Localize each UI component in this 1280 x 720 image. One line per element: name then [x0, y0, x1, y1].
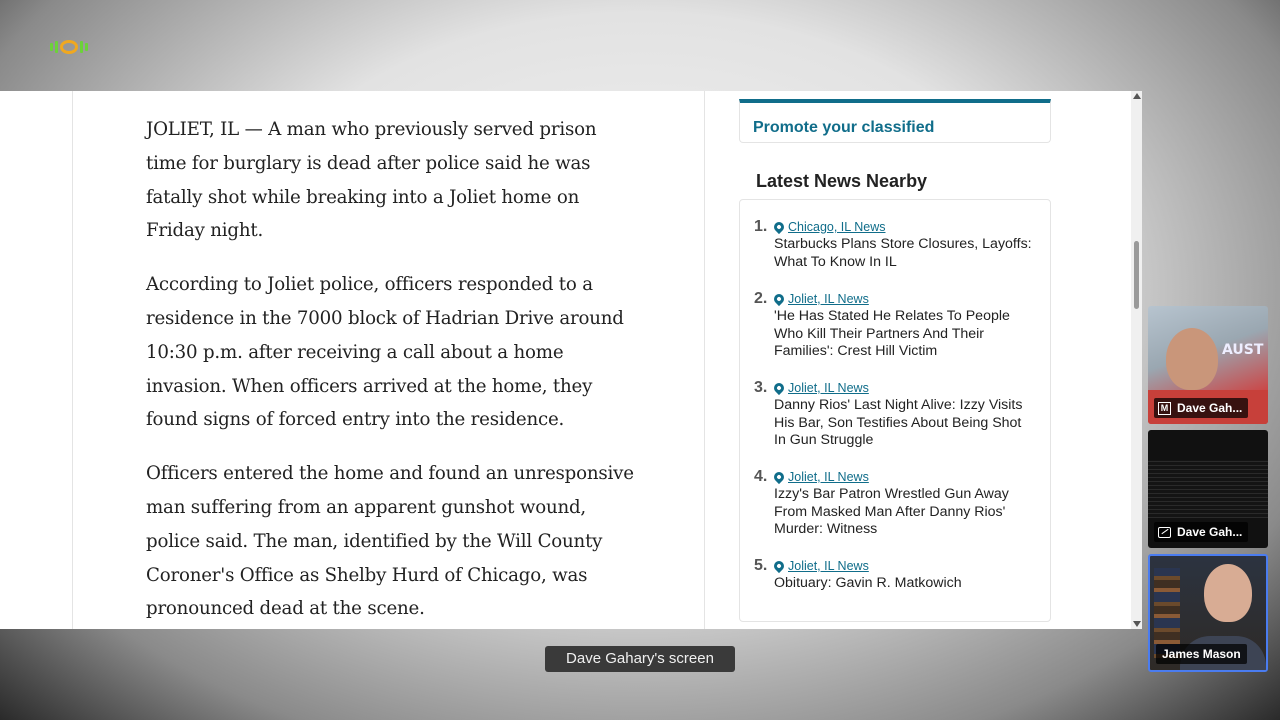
participant-name-tag	[1156, 644, 1247, 664]
page-scrollbar[interactable]	[1131, 91, 1142, 629]
logo-bar	[85, 43, 88, 51]
promote-classified-link[interactable]: Promote your classified	[753, 119, 935, 136]
location-pin-icon	[772, 220, 786, 234]
news-location-link[interactable]: Joliet, IL News	[788, 381, 869, 395]
latest-news-title: Latest News Nearby	[756, 171, 928, 191]
article-body	[146, 113, 636, 629]
article-paragraph: JOLIET, IL — A man who previously served prison time for burglary is dead after police said he was fatally shot while breaking into a Joliet home on Friday night.	[146, 119, 597, 242]
promote-box	[739, 99, 1051, 143]
meeting-host-icon: M	[1158, 402, 1171, 415]
news-location[interactable]	[774, 470, 869, 484]
participant-tile-active-speaker[interactable]	[1148, 554, 1268, 672]
article-paragraph: Officers entered the home and found an unresponsive man suffering from an apparent gunshot wound, police said. The man, identified by the Will County Coroner's Office as Shelby Hurd of Chicago, was pronounced dead at the scene.	[146, 463, 634, 620]
latest-news-list	[739, 199, 1051, 622]
logo-ring-icon	[60, 40, 78, 54]
news-location[interactable]	[774, 220, 886, 234]
logo-bar	[80, 41, 83, 53]
news-location-link[interactable]: Joliet, IL News	[788, 470, 869, 484]
participant-video	[1204, 564, 1252, 622]
participant-video	[1166, 328, 1218, 390]
news-location[interactable]	[774, 559, 869, 573]
location-pin-icon	[772, 292, 786, 306]
article-column	[72, 91, 705, 629]
scroll-thumb[interactable]	[1134, 241, 1139, 309]
news-number: 5.	[754, 557, 768, 574]
logo-bar	[50, 43, 53, 51]
news-number: 1.	[754, 218, 768, 235]
news-location-link[interactable]: Chicago, IL News	[788, 220, 886, 234]
news-number: 2.	[754, 290, 768, 307]
participant-tile[interactable]	[1148, 306, 1268, 424]
location-pin-icon	[772, 470, 786, 484]
news-location[interactable]	[774, 292, 869, 306]
news-headline[interactable]: 'He Has Stated He Relates To People Who Kill Their Partners And Their Families': Crest Hill Victim	[774, 308, 1010, 359]
news-number: 4.	[754, 468, 768, 485]
participant-name: Dave Gah...	[1177, 401, 1243, 415]
participant-name: Dave Gah...	[1177, 525, 1243, 539]
news-number: 3.	[754, 379, 768, 396]
logo-bar	[55, 41, 58, 53]
shared-screen	[0, 91, 1142, 629]
news-headline[interactable]: Danny Rios' Last Night Alive: Izzy Visits His Bar, Son Testifies About Being Shot In Gun Struggle	[774, 397, 1023, 448]
article-paragraph: According to Joliet police, officers responded to a residence in the 7000 block of Hadrian Drive around 10:30 p.m. after receiving a call about a home invasion. When officers arrived at the home, they found signs of forced entry into the residence.	[146, 274, 624, 431]
scroll-down-arrow-icon[interactable]	[1133, 621, 1141, 627]
backdrop-sign: AUST	[1222, 342, 1264, 358]
participant-name-tag	[1154, 522, 1248, 542]
screen-share-label: Dave Gahary's screen	[545, 646, 735, 672]
news-headline[interactable]: Obituary: Gavin R. Matkowich	[774, 575, 962, 591]
news-location[interactable]	[774, 381, 869, 395]
participant-name: James Mason	[1162, 647, 1241, 661]
news-location-link[interactable]: Joliet, IL News	[788, 292, 869, 306]
news-headline[interactable]: Starbucks Plans Store Closures, Layoffs: What To Know In IL	[774, 236, 1032, 270]
location-pin-icon	[772, 559, 786, 573]
app-logo	[46, 38, 92, 56]
participant-tile[interactable]	[1148, 430, 1268, 548]
scroll-up-arrow-icon[interactable]	[1133, 93, 1141, 99]
news-location-link[interactable]: Joliet, IL News	[788, 559, 869, 573]
screen-share-icon	[1158, 527, 1171, 538]
news-headline[interactable]: Izzy's Bar Patron Wrestled Gun Away From Masked Man After Danny Rios' Murder: Witness	[774, 486, 1009, 537]
participant-video	[1148, 460, 1268, 518]
location-pin-icon	[772, 381, 786, 395]
participant-name-tag	[1154, 398, 1248, 418]
